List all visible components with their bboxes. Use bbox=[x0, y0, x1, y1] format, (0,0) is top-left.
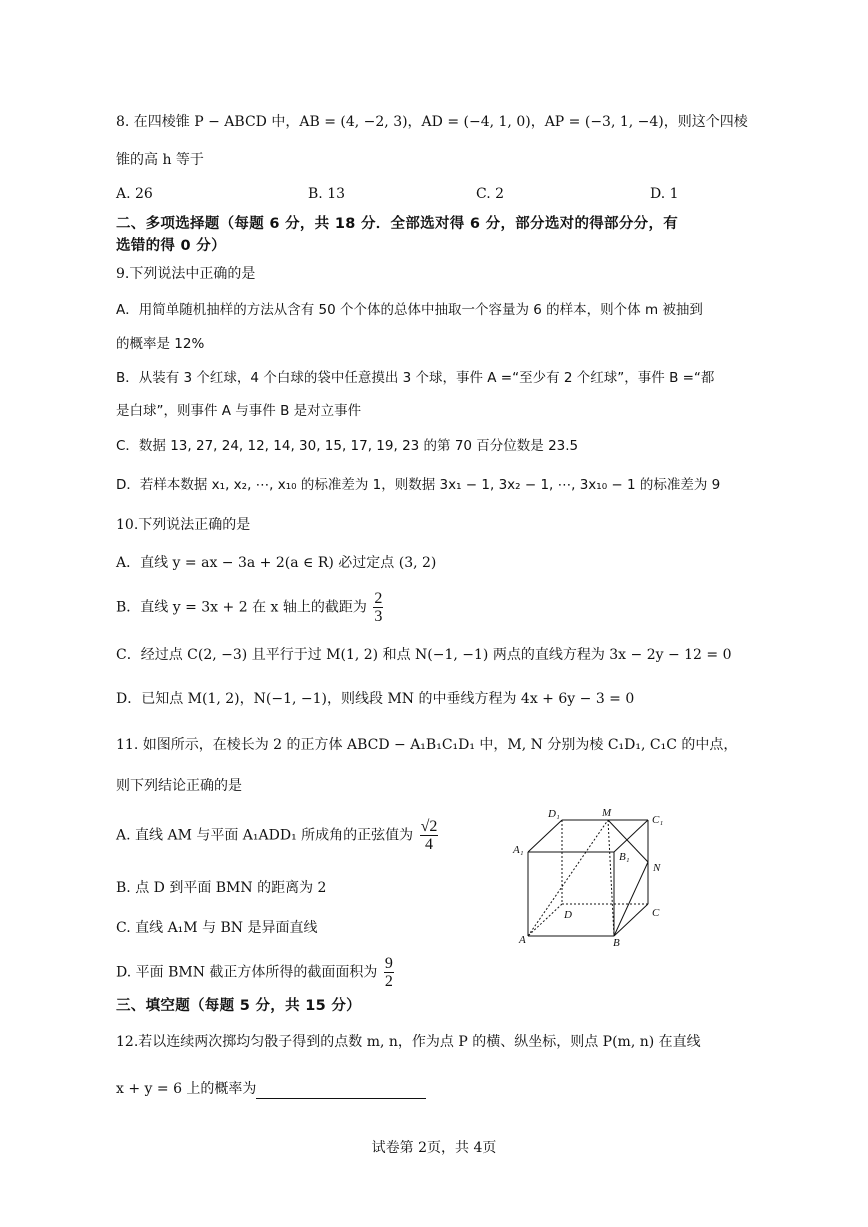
section3-title: 三、填空题（每题 5 分，共 15 分） bbox=[116, 998, 361, 1014]
page-footer: 试卷第 2页，共 4页 bbox=[371, 1140, 497, 1156]
label-c1: C₁ bbox=[652, 814, 664, 826]
q8-option-c: C. 2 bbox=[476, 186, 505, 202]
q11-option-d bbox=[116, 955, 396, 990]
q11-option-a-text: A. 直线 AM 与平面 A₁ADD₁ 所成角的正弦值为 bbox=[116, 827, 414, 844]
q11-option-d-text: D. 平面 BMN 截正方体所得的截面面积为 bbox=[116, 964, 378, 981]
q11-option-c: C. 直线 A₁M 与 BN 是异面直线 bbox=[116, 920, 318, 936]
q11-d-numerator: 9 bbox=[384, 955, 393, 972]
q8-line1: 8. 在四棱锥 P − ABCD 中，AB = (4, −2, 3)，AD = (−4, 1, 0)，AP = (−3, 1, −4)，则这个四棱 bbox=[116, 114, 748, 130]
edge-b1c1 bbox=[614, 820, 648, 852]
q9-option-c: C．数据 13, 27, 24, 12, 14, 30, 15, 17, 19, 23 的第 70 百分位数是 23.5 bbox=[116, 438, 579, 454]
q12-line2-text: x + y = 6 上的概率为 bbox=[116, 1081, 257, 1097]
q11-option-a-fraction bbox=[420, 818, 439, 853]
q9-stem: 9.下列说法中正确的是 bbox=[116, 266, 256, 282]
q10-b-denominator: 3 bbox=[374, 608, 383, 625]
label-d1: D₁ bbox=[548, 808, 560, 820]
q9-option-a-line2: 的概率是 12% bbox=[116, 336, 205, 352]
cube-figure bbox=[505, 803, 675, 949]
q10-option-c: C．经过点 C(2, −3) 且平行于过 M(1, 2) 和点 N(−1, −1) 两点的直线方程为 3x − 2y − 12 = 0 bbox=[116, 647, 732, 663]
q11-a-numerator: √2 bbox=[420, 818, 438, 835]
q9-option-a-line1: A．用简单随机抽样的方法从含有 50 个个体的总体中抽取一个容量为 6 的样本，则个体 m 被抽到 bbox=[116, 302, 703, 318]
q10-option-a: A．直线 y = ax − 3a + 2(a ∈ R) 必过定点 (3, 2) bbox=[116, 555, 437, 571]
q11-option-a bbox=[116, 818, 440, 853]
q8-option-b: B. 13 bbox=[308, 186, 346, 202]
label-a: A bbox=[519, 934, 526, 946]
edge-da bbox=[528, 904, 562, 936]
q10-option-d: D．已知点 M(1, 2)，N(−1, −1)，则线段 MN 的中垂线方程为 4x + 6y − 3 = 0 bbox=[116, 691, 635, 707]
edge-a1d1 bbox=[528, 820, 562, 852]
label-b: B bbox=[613, 937, 620, 949]
label-n: N bbox=[653, 862, 661, 874]
q8-option-d: D. 1 bbox=[650, 186, 679, 202]
line-mb bbox=[608, 820, 614, 936]
q11-d-denominator: 2 bbox=[384, 973, 393, 990]
q8-line2: 锥的高 h 等于 bbox=[116, 152, 204, 168]
label-c: C bbox=[652, 907, 660, 919]
q11-a-denominator: 4 bbox=[425, 836, 433, 853]
label-b1: B₁ bbox=[619, 851, 630, 863]
q9-option-d: D．若样本数据 x₁, x₂, ⋯, x₁₀ 的标准差为 1，则数据 3x₁ − 1, 3x₂ − 1, ⋯, 3x₁₀ − 1 的标准差为 9 bbox=[116, 477, 721, 493]
label-m: M bbox=[602, 807, 612, 819]
q11-option-b: B. 点 D 到平面 BMN 的距离为 2 bbox=[116, 880, 327, 896]
q12-line1: 12.若以连续两次掷均匀骰子得到的点数 m, n，作为点 P 的横、纵坐标，则点 P(m, n) 在直线 bbox=[116, 1034, 701, 1050]
section2-title-line1: 二、多项选择题（每题 6 分，共 18 分．全部选对得 6 分，部分选对的得部分分，有 bbox=[116, 216, 679, 232]
edge-bc bbox=[614, 904, 648, 936]
q11-option-d-fraction bbox=[384, 955, 394, 990]
q8-option-a: A. 26 bbox=[116, 186, 153, 202]
line-nb bbox=[614, 862, 648, 936]
q9-option-b-line1: B．从装有 3 个红球，4 个白球的袋中任意摸出 3 个球，事件 A =“至少有 2 个红球”，事件 B =“都 bbox=[116, 370, 715, 386]
q10-b-numerator: 2 bbox=[374, 590, 383, 607]
q10-option-b bbox=[116, 590, 385, 625]
label-d: D bbox=[564, 909, 572, 921]
q12-line2 bbox=[116, 1079, 426, 1099]
section2-title-line2: 选错的得 0 分） bbox=[116, 238, 226, 254]
q9-option-b-line2: 是白球”，则事件 A 与事件 B 是对立事件 bbox=[116, 403, 362, 419]
label-a1: A₁ bbox=[513, 844, 524, 856]
q10-stem: 10.下列说法正确的是 bbox=[116, 517, 251, 533]
q11-line2: 则下列结论正确的是 bbox=[116, 778, 242, 794]
q10-option-b-text: B．直线 y = 3x + 2 在 x 轴上的截距为 bbox=[116, 599, 367, 616]
q11-line1: 11. 如图所示，在棱长为 2 的正方体 ABCD − A₁B₁C₁D₁ 中，M, N 分别为棱 C₁D₁, C₁C 的中点， bbox=[116, 737, 738, 753]
q10-option-b-fraction bbox=[373, 590, 383, 625]
answer-blank[interactable] bbox=[256, 1084, 426, 1099]
